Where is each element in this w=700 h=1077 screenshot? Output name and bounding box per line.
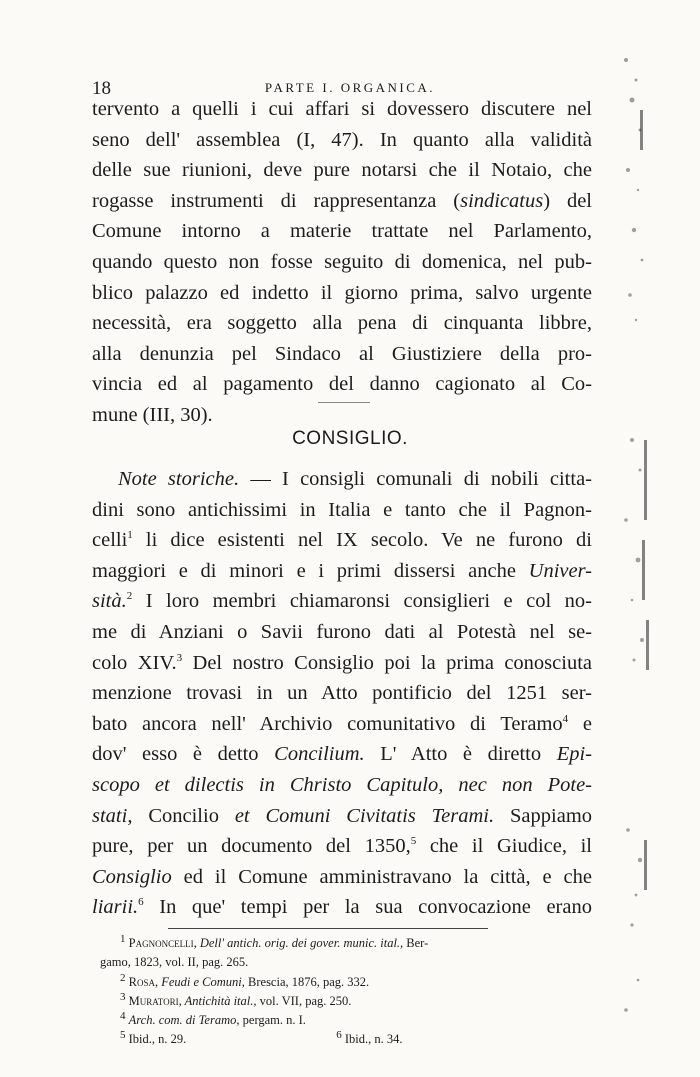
text-line: bato ancora nell' Archivio comunitativo di Teramo$^4$ e [92,712,592,735]
text-line: menzione trovasi in un Atto pontificio del 1251 ser- [92,682,592,705]
text-line: dov' esso è detto Concilium. L' Atto è diretto Epi- [92,743,592,766]
text-line: colo XIV.$^3$ Del nostro Consiglio poi la prima conosciuta [92,651,593,674]
scan-noise-decoration [596,20,700,1060]
footnote-3: $^3$ Muratori, Antichità ital., vol. VII, pag. 250. [120,990,352,1008]
section-heading: CONSIGLIO. [292,428,408,449]
text-line: stati, Concilio et Comuni Civitatis Terami. Sappiamo [92,804,593,827]
footnote-5-6: $^5$ Ibid., n. 29. $^6$ Ibid., n. 34. [120,1029,403,1047]
text-line: Consiglio ed il Comune amministravano la città, e che [92,865,592,888]
text-line: sità.$^2$ I loro membri chiamaronsi consiglieri e col no- [92,590,592,613]
text-line: celli$^1$ li dice esistenti nel IX secolo. Ve ne furono di [92,529,592,552]
text-line: delle sue riunioni, deve pure notarsi che il Notaio, che [92,159,592,182]
text-line: quando questo non fosse seguito di domenica, nel pub- [92,251,592,273]
footnote-1: $^1$ Pagnoncelli, Dell' antich. orig. dei gover. munic. ital., Ber- [120,932,429,950]
text-line: tervento a quelli i cui affari si dovessero discutere nel [92,98,592,120]
text-line: maggiori e di minori e i primi dissersi anche Univer- [92,559,592,582]
footnote-1-cont: gamo, 1823, vol. II, pag. 265. [100,955,249,970]
text-line: me di Anziani o Savii furono dati al Potestà nel se- [92,621,592,643]
text-line: blico palazzo ed indetto il giorno prima, salvo urgente [92,281,592,304]
text-line: mune (III, 30). [92,404,213,426]
text-line: liarii.$^6$ In que' tempi per la sua convocazione erano [92,896,592,919]
text-line: Note storiche. — I consigli comunali di nobili citta- [118,468,593,490]
text-line: rogasse instrumenti di rappresentanza (sindicatus) del [92,189,593,212]
footnotes [100,934,592,1050]
footnote-2: $^2$ Rosa, Feudi e Comuni, Brescia, 1876, pag. 332. [120,971,370,989]
footnote-divider [168,928,488,929]
text-line: necessità, era soggetto alla pena di cinquanta libbre, [92,312,592,335]
text-line: seno dell' assemblea (I, 47). In quanto alla validità [92,128,592,151]
text-line: Comune intorno a materie trattate nel Parlamento, [92,220,592,243]
text-line: alla denunzia pel Sindaco al Giustiziere della pro- [92,342,592,365]
text-line: dini sono antichissimi in Italia e tanto che il Pagnon- [92,498,592,521]
running-title: PARTE I. ORGANICA. [264,80,436,95]
text-line: pure, per un documento del 1350,$^5$ che il Giudice, il [92,835,592,858]
text-line: scopo et dilectis in Christo Capitulo, nec non Pote- [92,774,592,796]
text-line: vincia ed al pagamento del danno cagionato al Co- [92,373,592,396]
page-number: 18 [92,78,111,99]
footnote-4: $^4$ Arch. com. di Teramo, pergam. n. I. [120,1010,306,1028]
